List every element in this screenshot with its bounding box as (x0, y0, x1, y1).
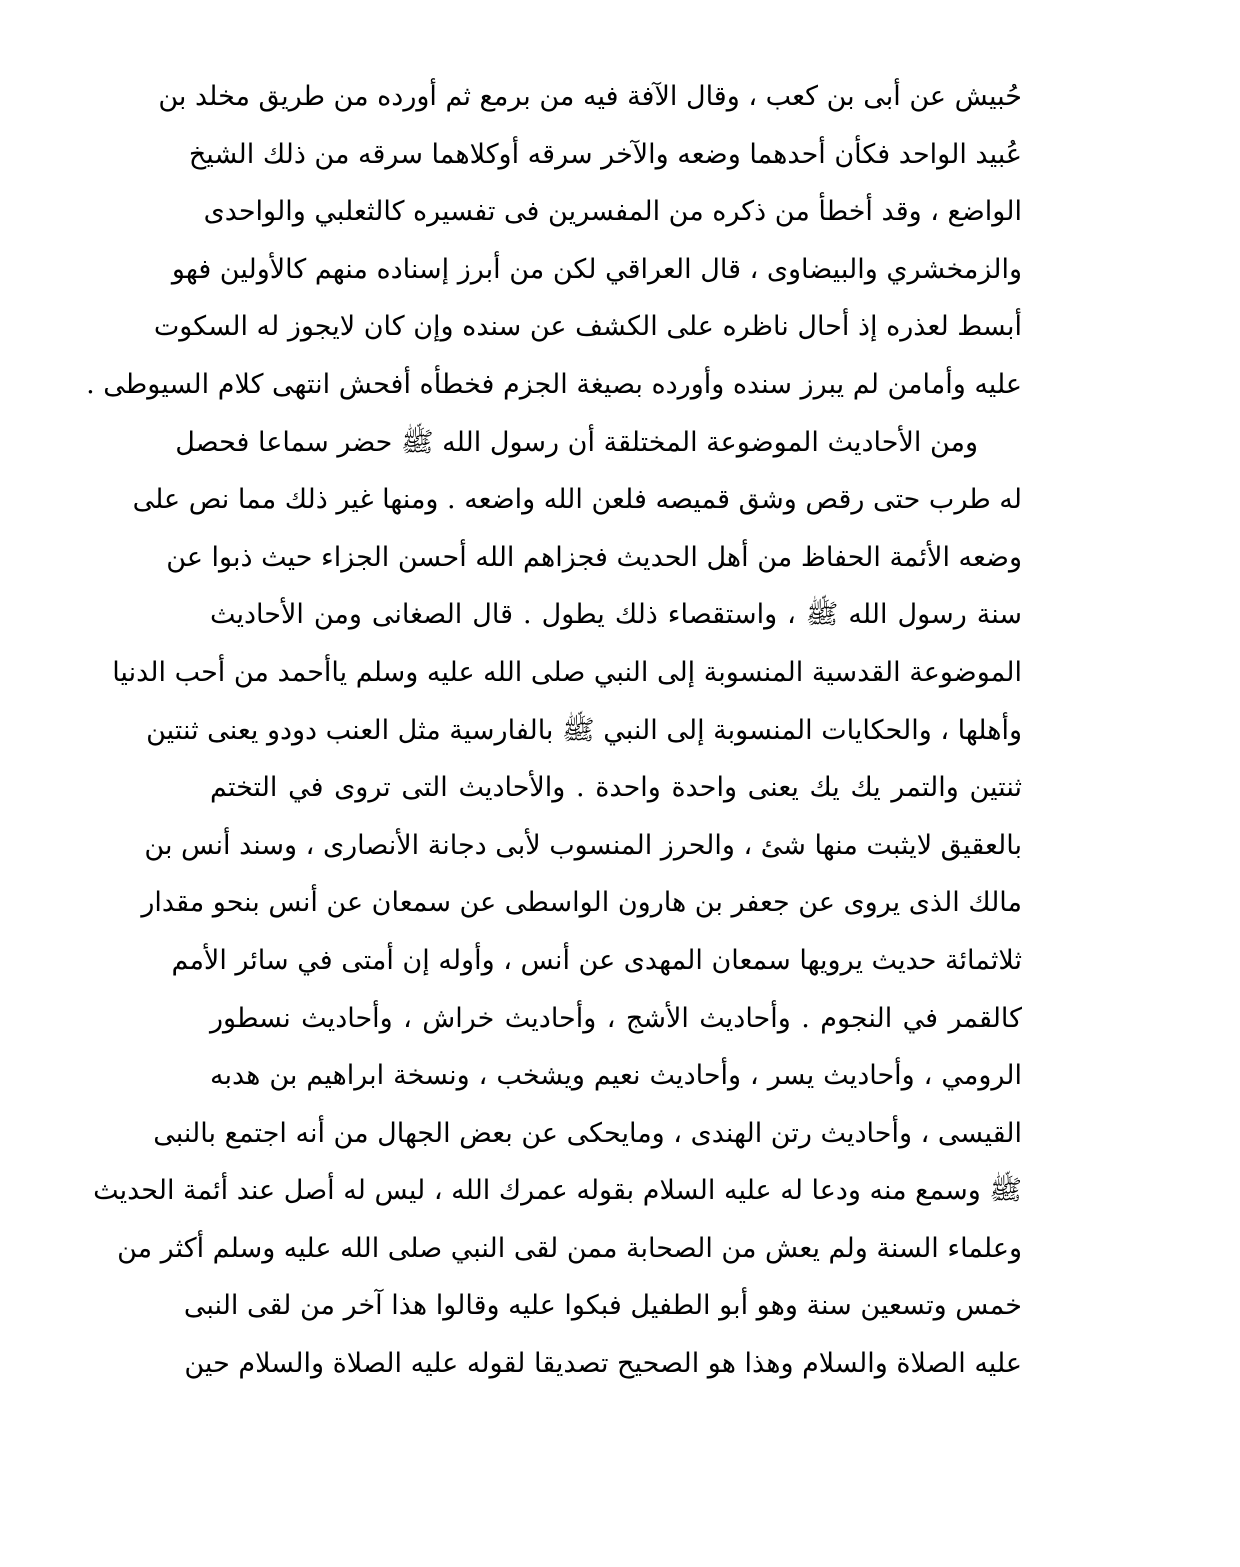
text-line-13: ثنتين والتمر يك يك يعنى واحدة واحدة . والأحاديث التى تروى في التختم (210, 772, 1022, 804)
text-line-16: ثلاثمائة حديث يرويها سمعان المهدى عن أنس ، وأوله إن أمتى في سائر الأمم (171, 944, 1022, 976)
text-line-20: ﷺ وسمع منه ودعا له عليه السلام بقوله عمرك الله ، ليس له أصل عند أئمة الحديث (93, 1175, 1022, 1207)
text-line-4: والزمخشري والبيضاوى ، قال العراقي لكن من أبرز إسناده منهم كالأولين فهو (171, 253, 1022, 285)
document-page (86, 68, 1022, 1508)
text-line-14: بالعقيق لايثبت منها شئ ، والحرز المنسوب لأبى دجانة الأنصارى ، وسند أنس بن (144, 829, 1022, 861)
text-line-15: مالك الذى يروى عن جعفر بن هارون الواسطى عن سمعان عن أنس بنحو مقدار (141, 887, 1022, 919)
text-line-11: الموضوعة القدسية المنسوبة إلى النبي صلى الله عليه وسلم ياأحمد من أحب الدنيا (112, 656, 1022, 688)
text-line-1: حُبيش عن أبى بن كعب ، وقال الآفة فيه من برمع ثم أورده من طريق مخلد بن (158, 81, 1022, 112)
text-line-8: له طرب حتى رقص وشق قميصه فلعن الله واضعه . ومنها غير ذلك مما نص على (132, 484, 1022, 516)
text-line-6: عليه وأمامن لم يبرز سنده وأورده بصيغة الجزم فخطأه أفحش انتهى كلام السيوطى . (86, 368, 1022, 400)
text-line-19: القيسى ، وأحاديث رتن الهندى ، ومايحكى عن بعض الجهال من أنه اجتمع بالنبى (153, 1117, 1022, 1149)
text-line-22: خمس وتسعين سنة وهو أبو الطفيل فبكوا عليه وقالوا هذا آخر من لقى النبى (183, 1290, 1022, 1322)
text-line-5: أبسط لعذره إذ أحال ناظره على الكشف عن سنده وإن كان لايجوز له السكوت (153, 311, 1022, 343)
text-line-10: سنة رسول الله ﷺ ، واستقصاء ذلك يطول . قال الصغانى ومن الأحاديث (210, 599, 1022, 631)
text-line-2: عُبيد الواحد فكأن أحدهما وضعه والآخر سرقه أوكلاهما سرقه من ذلك الشيخ (188, 138, 1022, 170)
text-line-9: وضعه الأئمة الحفاظ من أهل الحديث فجزاهم الله أحسن الجزاء حيث ذبوا عن (166, 541, 1022, 573)
text-line-23: عليه الصلاة والسلام وهذا هو الصحيح تصديقا لقوله عليه الصلاة والسلام حين (184, 1348, 1022, 1380)
text-line-21: وعلماء السنة ولم يعش من الصحابة ممن لقى النبي صلى الله عليه وسلم أكثر من (117, 1232, 1022, 1264)
text-line-18: الرومي ، وأحاديث يسر ، وأحاديث نعيم ويشخب ، ونسخة ابراهيم بن هدبه (210, 1060, 1022, 1092)
text-line-3: الواضع ، وقد أخطأ من ذكره من المفسرين فى تفسيره كالثعلبي والواحدى (203, 196, 1022, 228)
text-line-17: كالقمر في النجوم . وأحاديث الأشج ، وأحاديث خراش ، وأحاديث نسطور (210, 1002, 1022, 1034)
text-line-12: وأهلها ، والحكايات المنسوبة إلى النبي ﷺ بالفارسية مثل العنب دودو يعنى ثنتين (146, 714, 1022, 746)
text-line-7: ومن الأحاديث الموضوعة المختلقة أن رسول الله ﷺ حضر سماعا فحصل (175, 426, 978, 458)
